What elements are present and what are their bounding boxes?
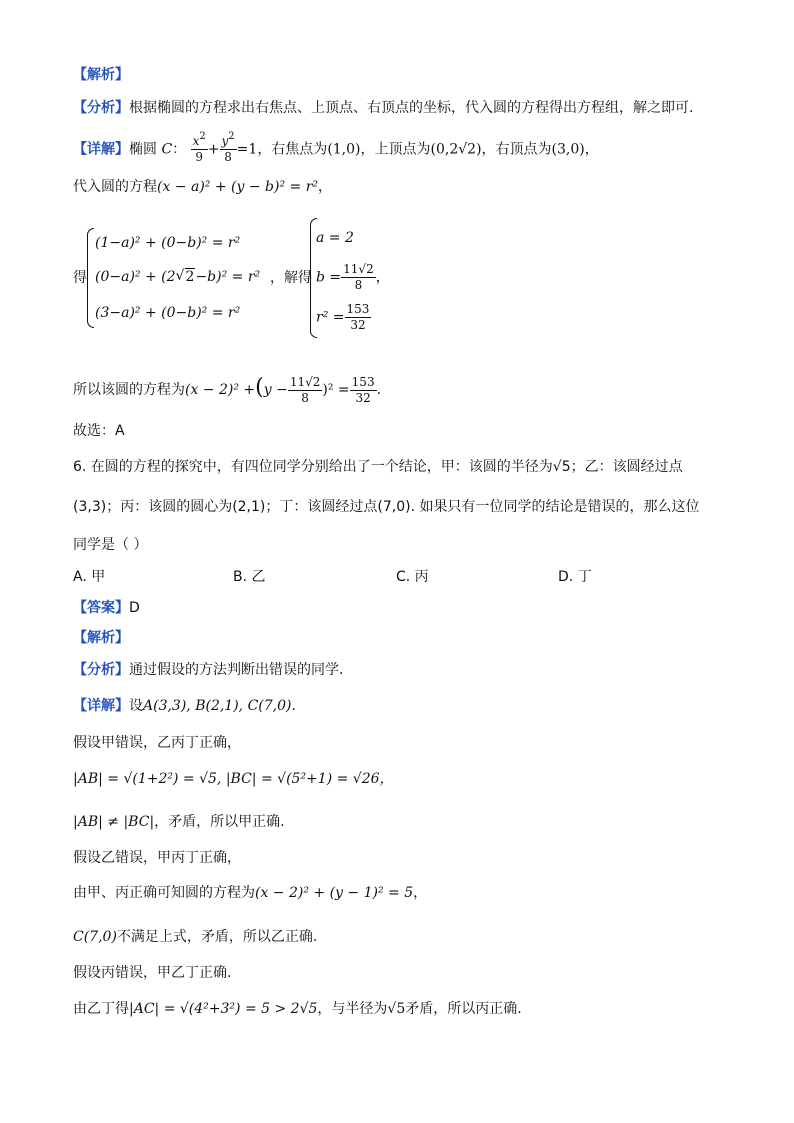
question-6-line-1: 6. 在圆的方程的探究中，有四位同学分别给出了一个结论，甲：该圆的半径为√5；乙：该圆经过点 <box>73 459 683 475</box>
option-b: B. 乙 <box>233 569 266 585</box>
question-6-line-2: (3,3)；丙：该圆的圆心为(2,1)；丁：该圆经过点(7,0). 如果只有一位同学的结论是错误的，那么这位 <box>73 499 700 515</box>
focus-label: ，右焦点为 <box>257 141 328 158</box>
q6-xiangjie-tag: 【详解】 <box>73 698 129 714</box>
sol-b <box>316 262 390 293</box>
ellipse-frac-y: $\frac{y^2}{8}$ <box>221 131 235 164</box>
q6-fenxi-tag: 【分析】 <box>73 662 129 678</box>
sol-b-label: b = <box>316 269 342 286</box>
result-rden: 32 <box>355 390 371 405</box>
q6-set-word: 设 <box>129 698 143 714</box>
result-eq2: y − <box>263 382 288 398</box>
contradiction-bing <box>73 999 522 1019</box>
sol-r-frac <box>345 302 372 333</box>
ellipse-name: C <box>161 141 173 158</box>
result-line <box>73 373 381 406</box>
fenxi-tag: 【分析】 <box>73 100 129 116</box>
period: . <box>376 382 382 398</box>
q6-fenxi-text: 通过假设的方法判断出错误的同学. <box>129 662 344 678</box>
answer-tag: 【答案】 <box>73 600 129 616</box>
sol-b-frac <box>341 262 376 293</box>
radius-text: ，与半径为 <box>317 1001 388 1017</box>
sol-b-num: 11√2 <box>343 262 374 276</box>
sol-r-den: 32 <box>350 318 366 332</box>
system-row-1: (1−a)² + (0−b)² = r² <box>95 235 241 251</box>
circle-from-jia-bing <box>73 883 427 903</box>
answer-line <box>73 598 140 618</box>
result-frac <box>288 375 323 406</box>
analysis-tag: 【解析】 <box>73 67 129 83</box>
left-brace <box>87 228 94 328</box>
result-text: 所以该圆的方程为 <box>73 382 185 398</box>
circle-eq-2-1: (x − 2)² + (y − 1)² = 5 <box>255 885 414 901</box>
top-vertex-value: (0,2√2) <box>430 141 482 158</box>
sqrt-2: √ 2 <box>176 267 196 287</box>
substitute-line <box>73 177 332 197</box>
ellipse-word: 椭圆 <box>129 141 157 158</box>
colon: ： <box>172 141 187 158</box>
point-c: C(7,0) <box>73 929 117 945</box>
contradiction-jia-text: ，矛盾，所以甲正确. <box>154 814 285 830</box>
result-den: 8 <box>301 390 309 405</box>
result-eq3: )² = <box>322 382 350 398</box>
circle-from-text: 由甲、丙正确可知圆的方程为 <box>73 885 255 901</box>
system-row-2 <box>95 267 260 287</box>
case-yi-wrong: 假设乙错误，甲丙丁正确， <box>73 850 241 866</box>
distance-ac: |AC| = √(4²+3²) = 5 > 2√5 <box>129 1001 318 1017</box>
system-de: 得 <box>73 270 87 286</box>
choice-line: 故选：A <box>73 423 125 439</box>
q6-fenxi-line <box>73 660 343 680</box>
detail-ellipse-line: 【详解】椭圆 C： $\frac{x^2}{9}$ + $\frac{y^2}{8}$ =1，右焦点为(1,0)，上顶点为(0,2√2)，右顶点为(3,0)， <box>73 131 599 164</box>
substitute-text: 代入圆的方程 <box>73 179 157 195</box>
section-analysis-header <box>73 65 129 85</box>
sol-a: a = 2 <box>316 230 354 246</box>
case-jia-wrong: 假设甲错误，乙丙丁正确， <box>73 735 241 751</box>
right-vertex-value: (3,0) <box>551 141 585 158</box>
jiede: ，解得 <box>270 270 312 286</box>
xiangjie-tag: 【详解】 <box>73 141 129 158</box>
comma: ， <box>584 141 599 158</box>
circle-equation: (x − a)² + (y − b)² = r² <box>157 179 319 195</box>
ellipse-frac-x: $\frac{x^2}{9}$ <box>192 131 206 164</box>
right-vertex-label: ，右顶点为 <box>481 141 552 158</box>
option-d: D. 丁 <box>558 569 592 585</box>
sol-b-den: 8 <box>354 278 363 292</box>
option-a: A. 甲 <box>73 569 106 585</box>
from-yi-ding: 由乙丁得 <box>73 1001 129 1017</box>
row2-a: (0−a)² + (2 <box>95 269 176 285</box>
contradiction-jia <box>73 812 285 832</box>
system-row-3: (3−a)² + (0−b)² = r² <box>95 305 241 321</box>
question-6-line-3: 同学是（ ） <box>73 537 148 553</box>
contradiction-yi-text: 不满足上式，矛盾，所以乙正确. <box>116 929 318 945</box>
contradiction-bing-text: 矛盾，所以丙正确. <box>405 1001 522 1017</box>
ab-neq-bc: |AB| ≠ |BC| <box>73 814 155 830</box>
result-eq1: (x − 2)² + <box>185 382 256 398</box>
contradiction-yi <box>73 927 317 947</box>
case-bing-wrong: 假设丙错误，甲乙丁正确. <box>73 965 232 981</box>
comma: ， <box>413 885 428 901</box>
option-c: C. 丙 <box>396 569 429 585</box>
row2-b: −b)² = r² <box>195 269 261 285</box>
analysis-line <box>73 98 693 118</box>
comma: ， <box>318 179 333 195</box>
fenxi-text: 根据椭圆的方程求出右焦点、上顶点、右顶点的坐标，代入圆的方程得出方程组，解之即可. <box>129 100 694 116</box>
focus-value: (1,0) <box>327 141 361 158</box>
q6-detail-line <box>73 696 296 716</box>
q6-points: A(3,3), B(2,1), C(7,0). <box>143 698 296 714</box>
sol-r-label: r² = <box>316 309 345 326</box>
q6-analysis-header <box>73 628 129 648</box>
distance-ab-bc: |AB| = √(1+2²) = √5, |BC| = √(5²+1) = √26， <box>73 771 394 787</box>
sol-r-num: 153 <box>346 302 370 316</box>
sol-r <box>316 302 371 333</box>
result-rfrac <box>350 375 377 406</box>
result-num: 11√2 <box>289 374 321 389</box>
comma: ， <box>375 269 390 286</box>
top-vertex-label: ，上顶点为 <box>360 141 431 158</box>
sqrt5: √5 <box>387 1001 406 1017</box>
paren-open: ( <box>255 375 264 400</box>
q6-jiexi-tag: 【解析】 <box>73 630 129 646</box>
result-rnum: 153 <box>351 374 375 389</box>
answer-value: D <box>129 600 140 616</box>
